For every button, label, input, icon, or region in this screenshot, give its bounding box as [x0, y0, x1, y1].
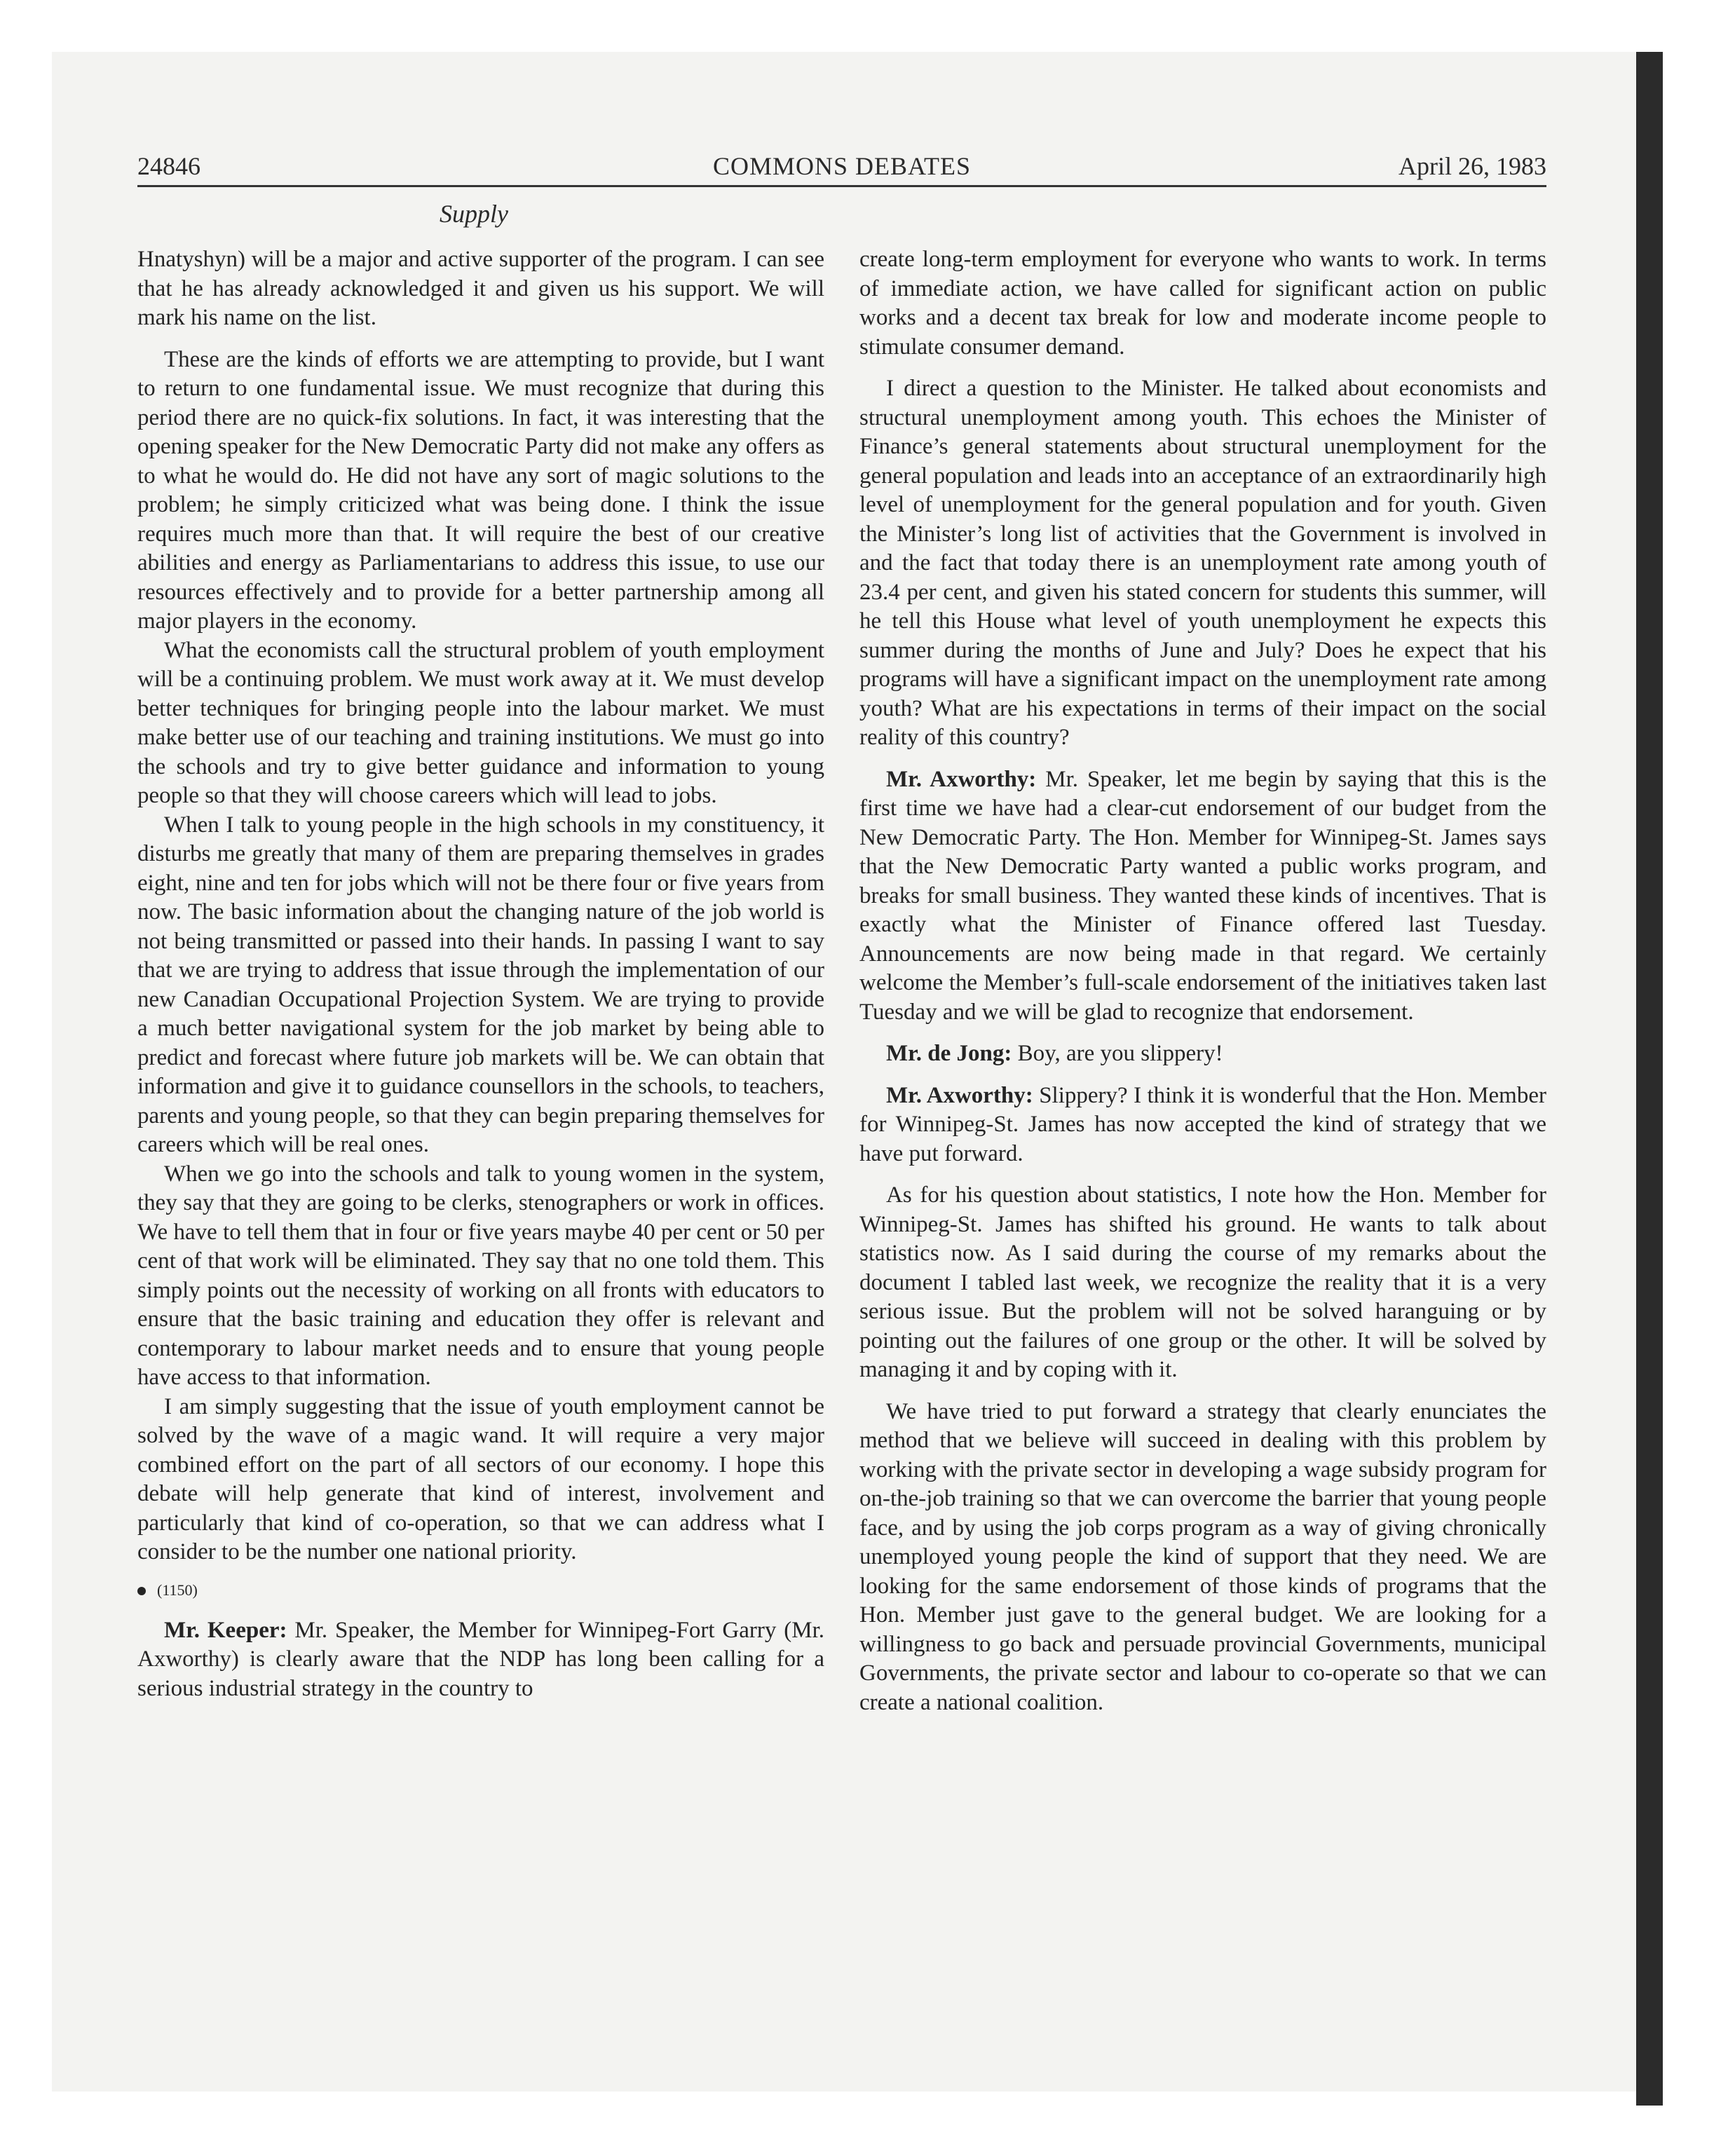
speech-text: Slippery? I think it is wonderful that the Hon. Member for Winnipeg-St. James has now accepted the kind of strategy that we have put forward. — [859, 1082, 1546, 1166]
speaker-name: Mr. Keeper: — [164, 1617, 287, 1643]
paragraph: As for his question about statistics, I note how the Hon. Member for Winnipeg-St. James has shifted his ground. He wants to talk about statistics now. As I said during the course of my remarks about the document I tabled last week, we recognize the reality that it is a very serious issue. But the problem will not be solved haranguing or by pointing out the failures of one group or the other. It will be solved by managing it and by coping with it. — [859, 1182, 1546, 1382]
paragraph — [859, 1082, 1546, 1169]
scan-edge — [1636, 52, 1663, 2106]
left-column — [137, 245, 824, 1703]
speech-text: Boy, are you slippery! — [1012, 1041, 1223, 1066]
page-header — [137, 149, 1546, 187]
running-title: COMMONS DEBATES — [712, 152, 972, 180]
paragraph: I am simply suggesting that the issue of youth employment cannot be solved by the wave of a magic wand. It will require a very major combined effort on the part of all sectors of our economy. I hope this debate will help generate that kind of interest, involvement and particularly that kind of co-operation, so that we can address what I consider to be the number one national priority. — [137, 1393, 824, 1564]
page-number: 24846 — [137, 152, 200, 180]
time-stamp — [137, 1580, 824, 1601]
header-date: April 26, 1983 — [1399, 152, 1546, 180]
paragraph: When we go into the schools and talk to young women in the system, they say that they are going to be clerks, stenographers or work in offices. We have to tell them that in four or five years maybe 40 per cent or 50 per cent of that work will be eliminated. They say that no one told them. This simply points out the necessity of working on all fronts with educators to ensure that the basic training and education they offer is relevant and contemporary to labour market needs and to ensure that young people have access to that information. — [137, 1161, 824, 1390]
speaker-name: Mr. Axworthy: — [886, 766, 1037, 792]
section-title: Supply — [440, 200, 508, 228]
paragraph — [859, 1039, 1546, 1069]
paragraph: When I talk to young people in the high schools in my constituency, it disturbs me greatly that many of them are preparing themselves in grades eight, nine and ten for jobs which will not be there four or five years from now. The basic information about the changing nature of the job world is not being transmitted or passed into their hands. In passing I want to say that we are trying to address that issue through the implementation of our new Canadian Occupational Projection System. We are trying to provide a much better navigational system for the job market by being able to predict and forecast where future job markets will be. We can obtain that information and give it to guidance counsellors in the schools, to teachers, parents and young people, so that they can begin preparing themselves for careers which will be real ones. — [137, 812, 824, 1157]
paragraph: We have tried to put forward a strategy that clearly enunciates the method that we believe will succeed in dealing with this problem by working with the private sector in developing a wage subsidy program for on-the-job training so that we can overcome the barrier that young people face, and by using the job corps program as a way of giving chronically unemployed young people the kind of support that they need. We are looking for the same endorsement of those kinds of programs that the Hon. Member just gave to the general budget. We are looking for a willingness to go back and persuade provincial Governments, municipal Governments, the private sector and labour to co-operate so that we can create a national coalition. — [859, 1398, 1546, 1715]
time-stamp-text: (1150) — [157, 1581, 198, 1599]
paragraph: These are the kinds of efforts we are attempting to provide, but I want to return to one fundamental issue. We must recognize that during this period there are no quick-fix solutions. In fact, it was interesting that the opening speaker for the New Democratic Party did not make any offers as to what he would do. He did not have any sort of magic solutions to the problem; he simply criticized what was being done. I think the issue requires much more than that. It will require the best of our creative abilities and energy as Parliamentarians to address this issue, to use our resources effectively and to provide for a better partnership among all major players in the economy. — [137, 346, 824, 634]
paragraph: create long-term employment for everyone who wants to work. In terms of immediate action, we have called for significant action on public works and a decent tax break for low and moderate income people to stimulate consumer demand. — [859, 247, 1546, 360]
speech-text: Mr. Speaker, the Member for Winnipeg-Fort Garry (Mr. Axworthy) is clearly aware that the NDP has long been calling for a serious industrial strategy in the country to — [137, 1617, 824, 1701]
speaker-name: Mr. Axworthy: — [886, 1082, 1033, 1108]
paragraph — [137, 1616, 824, 1704]
paragraph: Hnatyshyn) will be a major and active supporter of the program. I can see that he has already acknowledged it and given us his support. We will mark his name on the list. — [137, 247, 824, 330]
paragraph — [859, 765, 1546, 1028]
bullet-icon — [137, 1587, 146, 1595]
speaker-name: Mr. de Jong: — [886, 1041, 1012, 1066]
speech-text: Mr. Speaker, let me begin by saying that this is the first time we have had a clear-cut endorsement of our budget from the New Democratic Party. The Hon. Member for Winnipeg-St. James says that the New Democratic Party wanted a public works program, and breaks for small business. They wanted these kinds of incentives. That is exactly what the Minister of Finance offered last Tuesday. Announcements are now being made in that regard. We certainly welcome the Member’s full-scale endorsement of the initiatives taken last Tuesday and we will be glad to recognize that endorsement. — [859, 766, 1547, 1025]
right-column — [859, 245, 1546, 1717]
paragraph: I direct a question to the Minister. He talked about economists and structural unemployment among youth. This echoes the Minister of Finance’s general statements about structural unemployment for the general population and leads into an acceptance of an extraordinarily high level of unemployment for the general population and for youth. Given the Minister’s long list of activities that the Government is involved in and the fact that today there is an unemployment rate among youth of 23.4 per cent, and given his stated concern for students this summer, will he tell this House what level of youth unemployment he expects this summer during the months of June and July? Does he expect that his programs will have a significant impact on the unemployment rate among youth? What are his expectations in terms of their impact on the social reality of this country? — [859, 376, 1546, 750]
paragraph: What the economists call the structural problem of youth employment will be a continuing problem. We must work away at it. We must develop better techniques for bringing people into the labour market. We must make better use of our teaching and training institutions. We must go into the schools and try to give better guidance and information to young people so that they will choose careers which will lead to jobs. — [137, 637, 824, 808]
